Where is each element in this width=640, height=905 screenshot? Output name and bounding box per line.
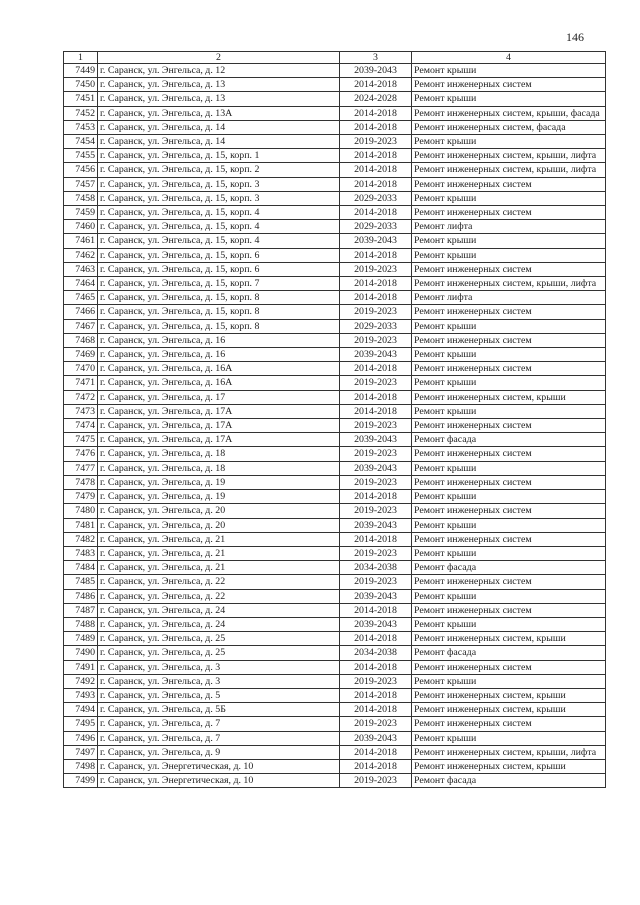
period-cell: 2019-2023 xyxy=(340,674,412,688)
period-cell: 2014-2018 xyxy=(340,149,412,163)
period-cell: 2014-2018 xyxy=(340,106,412,120)
row-number-cell: 7456 xyxy=(64,163,98,177)
row-number-cell: 7483 xyxy=(64,546,98,560)
row-number-cell: 7461 xyxy=(64,234,98,248)
address-cell: г. Саранск, ул. Энгельса, д. 18 xyxy=(98,461,340,475)
work-type-cell: Ремонт фасада xyxy=(412,774,606,788)
table-row xyxy=(64,546,606,560)
table-row xyxy=(64,703,606,717)
work-type-cell: Ремонт инженерных систем xyxy=(412,717,606,731)
table-row xyxy=(64,120,606,134)
column-header: 1 xyxy=(64,52,98,64)
row-number-cell: 7471 xyxy=(64,376,98,390)
table-row xyxy=(64,433,606,447)
column-header: 4 xyxy=(412,52,606,64)
table-row xyxy=(64,447,606,461)
table-row xyxy=(64,348,606,362)
period-cell: 2014-2018 xyxy=(340,177,412,191)
table-row xyxy=(64,177,606,191)
work-type-cell: Ремонт лифта xyxy=(412,291,606,305)
address-cell: г. Саранск, ул. Энгельса, д. 16А xyxy=(98,362,340,376)
address-cell: г. Саранск, ул. Энгельса, д. 21 xyxy=(98,546,340,560)
address-cell: г. Саранск, ул. Энгельса, д. 19 xyxy=(98,490,340,504)
period-cell: 2029-2033 xyxy=(340,319,412,333)
period-cell: 2014-2018 xyxy=(340,277,412,291)
work-type-cell: Ремонт инженерных систем xyxy=(412,419,606,433)
row-number-cell: 7450 xyxy=(64,78,98,92)
period-cell: 2014-2018 xyxy=(340,248,412,262)
period-cell: 2039-2043 xyxy=(340,433,412,447)
row-number-cell: 7486 xyxy=(64,589,98,603)
work-type-cell: Ремонт крыши xyxy=(412,518,606,532)
row-number-cell: 7454 xyxy=(64,135,98,149)
work-type-cell: Ремонт крыши xyxy=(412,490,606,504)
work-type-cell: Ремонт инженерных систем xyxy=(412,305,606,319)
row-number-cell: 7463 xyxy=(64,262,98,276)
table-row xyxy=(64,404,606,418)
work-type-cell: Ремонт инженерных систем xyxy=(412,362,606,376)
work-type-cell: Ремонт инженерных систем, крыши xyxy=(412,703,606,717)
address-cell: г. Саранск, ул. Энгельса, д. 15, корп. 4 xyxy=(98,234,340,248)
work-type-cell: Ремонт крыши xyxy=(412,234,606,248)
address-cell: г. Саранск, ул. Энгельса, д. 17А xyxy=(98,404,340,418)
work-type-cell: Ремонт крыши xyxy=(412,731,606,745)
period-cell: 2014-2018 xyxy=(340,603,412,617)
row-number-cell: 7479 xyxy=(64,490,98,504)
table-row xyxy=(64,78,606,92)
row-number-cell: 7465 xyxy=(64,291,98,305)
period-cell: 2014-2018 xyxy=(340,78,412,92)
row-number-cell: 7459 xyxy=(64,206,98,220)
row-number-cell: 7466 xyxy=(64,305,98,319)
period-cell: 2019-2023 xyxy=(340,447,412,461)
table-row xyxy=(64,419,606,433)
work-type-cell: Ремонт крыши xyxy=(412,191,606,205)
table-row xyxy=(64,518,606,532)
address-cell: г. Саранск, ул. Энгельса, д. 15, корп. 8 xyxy=(98,319,340,333)
work-type-cell: Ремонт инженерных систем, крыши xyxy=(412,759,606,773)
work-type-cell: Ремонт инженерных систем xyxy=(412,575,606,589)
column-header: 3 xyxy=(340,52,412,64)
table-row xyxy=(64,461,606,475)
work-type-cell: Ремонт инженерных систем xyxy=(412,475,606,489)
period-cell: 2019-2023 xyxy=(340,262,412,276)
period-cell: 2039-2043 xyxy=(340,64,412,78)
period-cell: 2014-2018 xyxy=(340,291,412,305)
row-number-cell: 7478 xyxy=(64,475,98,489)
row-number-cell: 7487 xyxy=(64,603,98,617)
period-cell: 2019-2023 xyxy=(340,575,412,589)
work-type-cell: Ремонт инженерных систем xyxy=(412,206,606,220)
address-cell: г. Саранск, ул. Энгельса, д. 16А xyxy=(98,376,340,390)
table-row xyxy=(64,234,606,248)
period-cell: 2024-2028 xyxy=(340,92,412,106)
row-number-cell: 7458 xyxy=(64,191,98,205)
period-cell: 2029-2033 xyxy=(340,220,412,234)
repair-schedule-table xyxy=(63,51,606,788)
address-cell: г. Саранск, ул. Энгельса, д. 14 xyxy=(98,120,340,134)
period-cell: 2014-2018 xyxy=(340,490,412,504)
row-number-cell: 7451 xyxy=(64,92,98,106)
work-type-cell: Ремонт инженерных систем xyxy=(412,532,606,546)
period-cell: 2014-2018 xyxy=(340,632,412,646)
table-row xyxy=(64,603,606,617)
address-cell: г. Саранск, ул. Энергетическая, д. 10 xyxy=(98,759,340,773)
work-type-cell: Ремонт крыши xyxy=(412,135,606,149)
table-row xyxy=(64,291,606,305)
address-cell: г. Саранск, ул. Энгельса, д. 15, корп. 2 xyxy=(98,163,340,177)
table-row xyxy=(64,163,606,177)
work-type-cell: Ремонт крыши xyxy=(412,319,606,333)
row-number-cell: 7490 xyxy=(64,646,98,660)
period-cell: 2014-2018 xyxy=(340,759,412,773)
table-row xyxy=(64,305,606,319)
period-cell: 2039-2043 xyxy=(340,234,412,248)
period-cell: 2039-2043 xyxy=(340,348,412,362)
work-type-cell: Ремонт инженерных систем, крыши, фасада xyxy=(412,106,606,120)
table-row xyxy=(64,575,606,589)
period-cell: 2019-2023 xyxy=(340,546,412,560)
table-row xyxy=(64,475,606,489)
address-cell: г. Саранск, ул. Энгельса, д. 5Б xyxy=(98,703,340,717)
work-type-cell: Ремонт инженерных систем, крыши, лифта xyxy=(412,277,606,291)
address-cell: г. Саранск, ул. Энгельса, д. 7 xyxy=(98,731,340,745)
address-cell: г. Саранск, ул. Энгельса, д. 3 xyxy=(98,674,340,688)
address-cell: г. Саранск, ул. Энгельса, д. 21 xyxy=(98,561,340,575)
work-type-cell: Ремонт крыши xyxy=(412,617,606,631)
row-number-cell: 7460 xyxy=(64,220,98,234)
table-row xyxy=(64,731,606,745)
row-number-cell: 7498 xyxy=(64,759,98,773)
address-cell: г. Саранск, ул. Энгельса, д. 24 xyxy=(98,603,340,617)
row-number-cell: 7492 xyxy=(64,674,98,688)
row-number-cell: 7485 xyxy=(64,575,98,589)
table-row xyxy=(64,149,606,163)
address-cell: г. Саранск, ул. Энгельса, д. 19 xyxy=(98,475,340,489)
work-type-cell: Ремонт фасада xyxy=(412,433,606,447)
address-cell: г. Саранск, ул. Энгельса, д. 16 xyxy=(98,348,340,362)
period-cell: 2014-2018 xyxy=(340,404,412,418)
row-number-cell: 7462 xyxy=(64,248,98,262)
table-row xyxy=(64,277,606,291)
work-type-cell: Ремонт инженерных систем xyxy=(412,660,606,674)
table-row xyxy=(64,376,606,390)
row-number-cell: 7491 xyxy=(64,660,98,674)
period-cell: 2019-2023 xyxy=(340,333,412,347)
row-number-cell: 7473 xyxy=(64,404,98,418)
row-number-cell: 7482 xyxy=(64,532,98,546)
address-cell: г. Саранск, ул. Энгельса, д. 20 xyxy=(98,504,340,518)
table-row xyxy=(64,561,606,575)
work-type-cell: Ремонт инженерных систем, крыши xyxy=(412,632,606,646)
table-row xyxy=(64,617,606,631)
work-type-cell: Ремонт инженерных систем, фасада xyxy=(412,120,606,134)
address-cell: г. Саранск, ул. Энгельса, д. 14 xyxy=(98,135,340,149)
period-cell: 2019-2023 xyxy=(340,717,412,731)
row-number-cell: 7449 xyxy=(64,64,98,78)
work-type-cell: Ремонт инженерных систем xyxy=(412,177,606,191)
period-cell: 2039-2043 xyxy=(340,731,412,745)
row-number-cell: 7455 xyxy=(64,149,98,163)
table-row xyxy=(64,759,606,773)
address-cell: г. Саранск, ул. Энгельса, д. 15, корп. 8 xyxy=(98,305,340,319)
row-number-cell: 7469 xyxy=(64,348,98,362)
row-number-cell: 7476 xyxy=(64,447,98,461)
page-number: 146 xyxy=(566,30,584,44)
work-type-cell: Ремонт крыши xyxy=(412,348,606,362)
table-row xyxy=(64,92,606,106)
row-number-cell: 7496 xyxy=(64,731,98,745)
row-number-cell: 7489 xyxy=(64,632,98,646)
address-cell: г. Саранск, ул. Энгельса, д. 15, корп. 4 xyxy=(98,206,340,220)
table-row xyxy=(64,333,606,347)
period-cell: 2019-2023 xyxy=(340,419,412,433)
row-number-cell: 7493 xyxy=(64,688,98,702)
row-number-cell: 7475 xyxy=(64,433,98,447)
address-cell: г. Саранск, ул. Энгельса, д. 18 xyxy=(98,447,340,461)
table-row xyxy=(64,390,606,404)
table-row xyxy=(64,632,606,646)
address-cell: г. Саранск, ул. Энгельса, д. 22 xyxy=(98,575,340,589)
row-number-cell: 7494 xyxy=(64,703,98,717)
row-number-cell: 7488 xyxy=(64,617,98,631)
column-header: 2 xyxy=(98,52,340,64)
work-type-cell: Ремонт фасада xyxy=(412,561,606,575)
work-type-cell: Ремонт крыши xyxy=(412,461,606,475)
address-cell: г. Саранск, ул. Энгельса, д. 15, корп. 7 xyxy=(98,277,340,291)
work-type-cell: Ремонт инженерных систем, крыши xyxy=(412,390,606,404)
row-number-cell: 7477 xyxy=(64,461,98,475)
work-type-cell: Ремонт инженерных систем xyxy=(412,447,606,461)
period-cell: 2019-2023 xyxy=(340,305,412,319)
period-cell: 2014-2018 xyxy=(340,206,412,220)
work-type-cell: Ремонт крыши xyxy=(412,376,606,390)
table-row xyxy=(64,206,606,220)
table-row xyxy=(64,774,606,788)
table-row xyxy=(64,674,606,688)
row-number-cell: 7470 xyxy=(64,362,98,376)
address-cell: г. Саранск, ул. Энгельса, д. 17А xyxy=(98,419,340,433)
work-type-cell: Ремонт крыши xyxy=(412,92,606,106)
work-type-cell: Ремонт инженерных систем xyxy=(412,262,606,276)
row-number-cell: 7467 xyxy=(64,319,98,333)
row-number-cell: 7480 xyxy=(64,504,98,518)
address-cell: г. Саранск, ул. Энгельса, д. 24 xyxy=(98,617,340,631)
table-body xyxy=(64,52,606,788)
address-cell: г. Саранск, ул. Энгельса, д. 16 xyxy=(98,333,340,347)
row-number-cell: 7472 xyxy=(64,390,98,404)
work-type-cell: Ремонт крыши xyxy=(412,546,606,560)
table-row xyxy=(64,191,606,205)
address-cell: г. Саранск, ул. Энгельса, д. 17 xyxy=(98,390,340,404)
address-cell: г. Саранск, ул. Энгельса, д. 15, корп. 8 xyxy=(98,291,340,305)
address-cell: г. Саранск, ул. Энгельса, д. 5 xyxy=(98,688,340,702)
row-number-cell: 7499 xyxy=(64,774,98,788)
work-type-cell: Ремонт крыши xyxy=(412,589,606,603)
period-cell: 2039-2043 xyxy=(340,461,412,475)
period-cell: 2034-2038 xyxy=(340,561,412,575)
address-cell: г. Саранск, ул. Энгельса, д. 20 xyxy=(98,518,340,532)
table-row xyxy=(64,660,606,674)
work-type-cell: Ремонт инженерных систем, крыши, лифта xyxy=(412,163,606,177)
table-row xyxy=(64,717,606,731)
address-cell: г. Саранск, ул. Энгельса, д. 7 xyxy=(98,717,340,731)
period-cell: 2014-2018 xyxy=(340,532,412,546)
table-row xyxy=(64,135,606,149)
period-cell: 2014-2018 xyxy=(340,688,412,702)
work-type-cell: Ремонт лифта xyxy=(412,220,606,234)
table-row xyxy=(64,688,606,702)
period-cell: 2014-2018 xyxy=(340,120,412,134)
table-row xyxy=(64,532,606,546)
period-cell: 2014-2018 xyxy=(340,745,412,759)
work-type-cell: Ремонт крыши xyxy=(412,674,606,688)
work-type-cell: Ремонт инженерных систем xyxy=(412,603,606,617)
address-cell: г. Саранск, ул. Энгельса, д. 9 xyxy=(98,745,340,759)
address-cell: г. Саранск, ул. Энгельса, д. 15, корп. 3 xyxy=(98,177,340,191)
table-row xyxy=(64,220,606,234)
row-number-cell: 7453 xyxy=(64,120,98,134)
table-row xyxy=(64,319,606,333)
row-number-cell: 7495 xyxy=(64,717,98,731)
work-type-cell: Ремонт крыши xyxy=(412,404,606,418)
table-row xyxy=(64,490,606,504)
work-type-cell: Ремонт инженерных систем xyxy=(412,504,606,518)
address-cell: г. Саранск, ул. Энгельса, д. 15, корп. 6 xyxy=(98,248,340,262)
period-cell: 2014-2018 xyxy=(340,390,412,404)
address-cell: г. Саранск, ул. Энгельса, д. 13 xyxy=(98,78,340,92)
work-type-cell: Ремонт инженерных систем, крыши, лифта xyxy=(412,745,606,759)
table-row xyxy=(64,589,606,603)
address-cell: г. Саранск, ул. Энгельса, д. 25 xyxy=(98,646,340,660)
period-cell: 2014-2018 xyxy=(340,703,412,717)
period-cell: 2019-2023 xyxy=(340,475,412,489)
work-type-cell: Ремонт инженерных систем xyxy=(412,78,606,92)
table-row xyxy=(64,248,606,262)
period-cell: 2039-2043 xyxy=(340,617,412,631)
period-cell: 2019-2023 xyxy=(340,504,412,518)
address-cell: г. Саранск, ул. Энергетическая, д. 10 xyxy=(98,774,340,788)
row-number-cell: 7474 xyxy=(64,419,98,433)
address-cell: г. Саранск, ул. Энгельса, д. 13А xyxy=(98,106,340,120)
row-number-cell: 7468 xyxy=(64,333,98,347)
period-cell: 2019-2023 xyxy=(340,135,412,149)
table-row xyxy=(64,646,606,660)
table-row xyxy=(64,362,606,376)
period-cell: 2014-2018 xyxy=(340,660,412,674)
row-number-cell: 7464 xyxy=(64,277,98,291)
address-cell: г. Саранск, ул. Энгельса, д. 15, корп. 1 xyxy=(98,149,340,163)
address-cell: г. Саранск, ул. Энгельса, д. 15, корп. 4 xyxy=(98,220,340,234)
period-cell: 2019-2023 xyxy=(340,774,412,788)
address-cell: г. Саранск, ул. Энгельса, д. 15, корп. 6 xyxy=(98,262,340,276)
period-cell: 2029-2033 xyxy=(340,191,412,205)
period-cell: 2014-2018 xyxy=(340,362,412,376)
address-cell: г. Саранск, ул. Энгельса, д. 21 xyxy=(98,532,340,546)
period-cell: 2039-2043 xyxy=(340,589,412,603)
period-cell: 2034-2038 xyxy=(340,646,412,660)
address-cell: г. Саранск, ул. Энгельса, д. 15, корп. 3 xyxy=(98,191,340,205)
work-type-cell: Ремонт инженерных систем, крыши, лифта xyxy=(412,149,606,163)
row-number-cell: 7484 xyxy=(64,561,98,575)
work-type-cell: Ремонт крыши xyxy=(412,248,606,262)
address-cell: г. Саранск, ул. Энгельса, д. 12 xyxy=(98,64,340,78)
table-row xyxy=(64,262,606,276)
period-cell: 2014-2018 xyxy=(340,163,412,177)
work-type-cell: Ремонт инженерных систем xyxy=(412,333,606,347)
work-type-cell: Ремонт фасада xyxy=(412,646,606,660)
address-cell: г. Саранск, ул. Энгельса, д. 3 xyxy=(98,660,340,674)
period-cell: 2039-2043 xyxy=(340,518,412,532)
table-row xyxy=(64,504,606,518)
work-type-cell: Ремонт крыши xyxy=(412,64,606,78)
address-cell: г. Саранск, ул. Энгельса, д. 25 xyxy=(98,632,340,646)
work-type-cell: Ремонт инженерных систем, крыши xyxy=(412,688,606,702)
row-number-cell: 7481 xyxy=(64,518,98,532)
row-number-cell: 7452 xyxy=(64,106,98,120)
table-row xyxy=(64,106,606,120)
row-number-cell: 7497 xyxy=(64,745,98,759)
period-cell: 2019-2023 xyxy=(340,376,412,390)
address-cell: г. Саранск, ул. Энгельса, д. 17А xyxy=(98,433,340,447)
address-cell: г. Саранск, ул. Энгельса, д. 22 xyxy=(98,589,340,603)
column-number-row xyxy=(64,52,606,64)
table-row xyxy=(64,745,606,759)
address-cell: г. Саранск, ул. Энгельса, д. 13 xyxy=(98,92,340,106)
table-row xyxy=(64,64,606,78)
row-number-cell: 7457 xyxy=(64,177,98,191)
